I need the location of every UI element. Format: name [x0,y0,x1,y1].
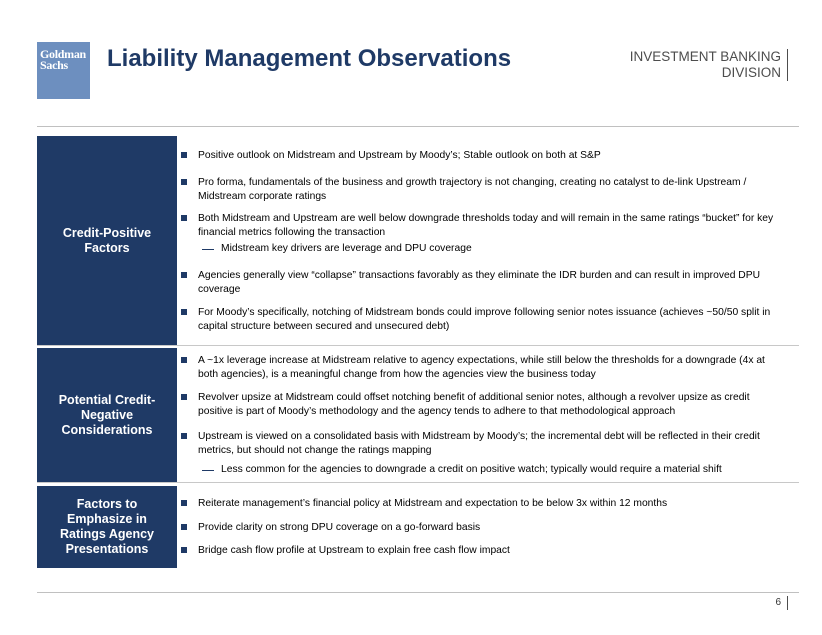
bullet-text: Revolver upsize at Midstream could offset notching benefit of additional senior notes, although a revolver upsize as credit positive is part of Moody’s methodology and the agency tends to adhere to that methodological approach [198,392,750,417]
square-bullet-icon [181,524,187,530]
bullet-item [181,544,779,558]
section-content [177,348,799,482]
section-credit-negative [37,348,799,483]
division-line-1: INVESTMENT BANKING [629,49,781,64]
bullet-item [181,497,779,511]
square-bullet-icon [181,433,187,439]
section-label: Factors to Emphasize in Ratings Agency Presentations [37,486,177,568]
section-label: Potential Credit-Negative Considerations [37,348,177,482]
section-emphasize-factors [37,486,799,568]
bullet-text: Provide clarity on strong DPU coverage on a go-forward basis [198,522,481,533]
bullet-item [181,269,779,297]
bullet-item [181,306,779,334]
page-number: 6 [775,596,788,610]
section-credit-positive [37,136,799,346]
square-bullet-icon [181,215,187,221]
logo-line-2: Sachs [40,58,68,72]
bullet-item [181,391,779,419]
bullet-item [181,149,779,163]
square-bullet-icon [181,357,187,363]
bullet-text: Bridge cash flow profile at Upstream to explain free cash flow impact [198,545,510,556]
sub-bullet-item [181,463,779,477]
section-label: Credit-Positive Factors [37,136,177,345]
bullet-text: A ~1x leverage increase at Midstream relative to agency expectations, while still below the thresholds for a downgrade (4x at both agencies), is a meaningful change from how the agencies view the business today [198,355,765,380]
bullet-text: Positive outlook on Midstream and Upstream by Moody’s; Stable outlook on both at S&P [198,150,601,161]
square-bullet-icon [181,152,187,158]
logo-line-1: Goldman [40,47,86,61]
page-title: Liability Management Observations [107,45,512,72]
bullet-text: Both Midstream and Upstream are well below downgrade thresholds today and will remain in the same ratings “bucket” for key financial metrics following the transaction [198,213,774,238]
bullet-item [181,354,779,382]
goldman-sachs-logo [37,42,90,99]
square-bullet-icon [181,547,187,553]
dash-bullet-icon [202,470,214,471]
square-bullet-icon [181,179,187,185]
bottom-divider [37,592,799,593]
bullet-item [181,176,779,204]
top-divider [37,126,799,127]
bullet-text: Less common for the agencies to downgrade a credit on positive watch; typically would require a material shift [221,464,722,475]
bullet-text: Pro forma, fundamentals of the business and growth trajectory is not changing, creating no catalyst to de-link Upstream / Midstream corporate ratings [198,177,747,202]
bullet-item [181,430,779,458]
bullet-text: Reiterate management’s financial policy at Midstream and expectation to be below 3x within 12 months [198,498,668,509]
dash-bullet-icon [202,249,214,250]
bullet-text: Midstream key drivers are leverage and DPU coverage [221,243,472,254]
section-content [177,136,799,345]
square-bullet-icon [181,394,187,400]
square-bullet-icon [181,272,187,278]
bullet-item [181,521,779,535]
bullet-text: For Moody’s specifically, notching of Midstream bonds could improve following senior notes issuance (achieves ~50/50 split in capital structure between secured and unsecured debt) [198,307,771,332]
division-label [630,49,788,81]
square-bullet-icon [181,500,187,506]
section-content [177,486,799,568]
division-line-2: DIVISION [721,65,781,80]
sub-bullet-item [181,242,779,256]
bullet-text: Agencies generally view “collapse” transactions favorably as they eliminate the IDR burden and can result in improved DPU coverage [198,270,761,295]
square-bullet-icon [181,309,187,315]
bullet-text: Upstream is viewed on a consolidated basis with Midstream by Moody’s; the incremental debt will be reflected in their credit metrics, but should not change the ratings mapping [198,431,760,456]
bullet-item [181,212,779,240]
